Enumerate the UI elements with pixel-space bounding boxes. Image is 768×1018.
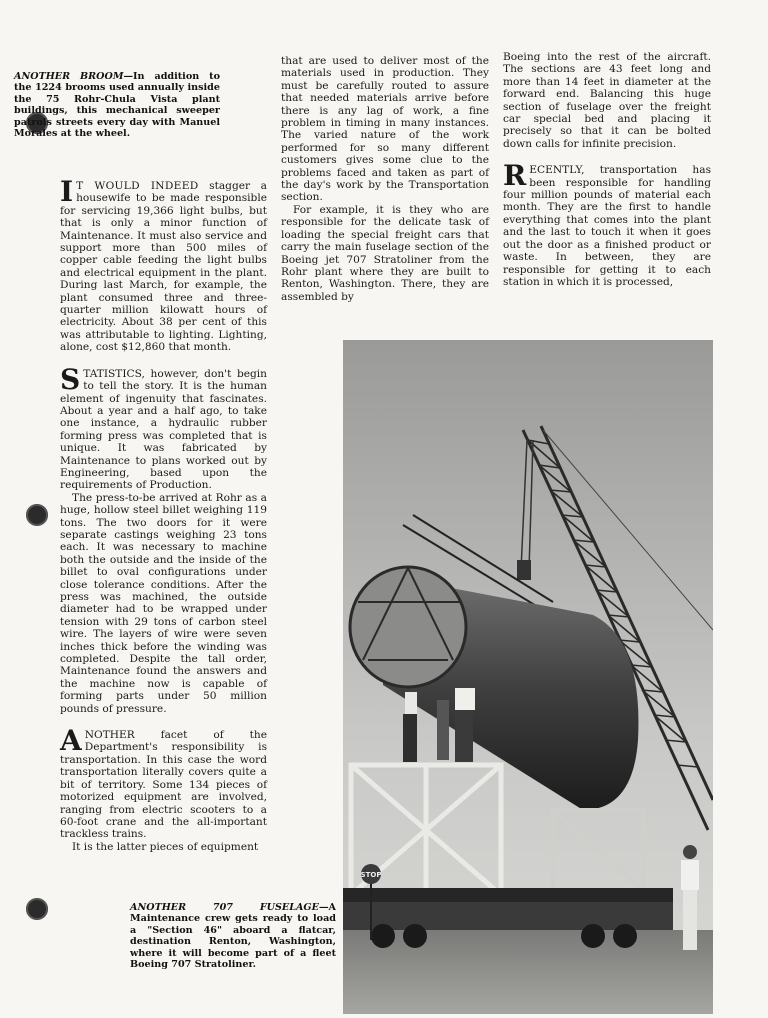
paragraph: For example, it is they who are responsible for the delicate task of loading the special freight cars that carry the main fuselage section of the Boeing jet 707 Stratoliner from the Rohr plant where they are built to Renton, Washington. There, they are assembled by [281,203,489,303]
paragraph: It is the latter pieces of equipment [72,840,259,853]
opening-words: T WOULD INDEED [76,180,199,192]
top-photo-caption [14,71,220,139]
caption-lead: ANOTHER 707 FUSELAGE— [130,902,329,913]
punch-hole [26,898,48,920]
bottom-photo-caption [130,902,336,970]
drop-cap: S [60,362,81,396]
caption-text: A Maintenance crew gets ready to load a "Section 46" aboard a flatcar, destination Renton, Washington, where it will become part of a fleet Boeing 707 Stratoliner. [130,902,336,971]
paragraph-text: ECENTLY, transportation has been responsible for handling four million pounds of material each month. They are the first to handle everything that comes into the plant and the last to touch it when it goes out the door as a finished product or waste. In between, they are responsible for getting it to each station in which it is processed, [503,164,711,288]
article-column-1 [60,175,267,853]
paragraph [503,159,711,288]
paragraph: Boeing into the rest of the aircraft. The sections are 43 feet long and more than 14 feet in diameter at the forward end. Balancing this huge section of fuselage over the freight car special bed and placing it precisely so that it can be bolted down calls for infinite precision. [503,51,711,150]
article-column-2 [281,55,489,303]
caption-text: In addition to the 1224 brooms used annually inside the 75 Rohr-Chula Vista plant buildings, this mechanical sweeper patrols streets every day with Manuel Morales at the wheel. [14,71,220,140]
paragraph-text: TATISTICS, however, don't begin to tell the story. It is the human element of ingenuity that fascinates. About a year and a half ago, to take one instance, a hydraulic rubber forming press was completed that is unique. It was fabricated by Maintenance to plans worked out by Engineering, based upon the requirements of Production. [60,367,267,492]
paragraph [60,175,267,354]
paragraph: The press-to-be arrived at Rohr as a huge, hollow steel billet weighing 119 tons. The two doors for it were separate castings weighing 23 tons each. It was necessary to machine both the outside and the inside of the billet to oval configurations under close tolerance conditions. After the press was machined, the outside diameter had to be wrapped under tension with 29 tons of carbon steel wire. The layers of wire were seven inches thick before the winding was completed. Despite the tall order, Maintenance found the answers and the machine now is capable of forming parts under 50 million pounds of pressure. [60,491,267,715]
paragraph-text: stagger a housewife to be made responsible for servicing 19,366 light bulbs, but that is only a minor function of Maintenance. It must also service and support more than 500 miles of copper cable feeding the light bulbs and electrical equipment in the plant. During last March, for example, the plant consumed three and three-quarter million kilowatt hours of electricity. About 38 per cent of this was attributable to lighting. Lighting, alone, cost $12,860 that month. [60,180,267,354]
paragraph [60,724,267,841]
fuselage-photo [343,340,713,1014]
drop-cap: R [503,159,527,193]
article-column-3 [503,51,711,288]
caption-lead: ANOTHER BROOM— [14,71,134,82]
paragraph [60,362,267,492]
paragraph-text: NOTHER facet of the Department's responsibility is transportation. In this case the word transportation literally covers quite a bit of territory. Some 134 pieces of motorized equipment are involved, ranging from electric scooters to a 60-foot crane and the all-important trackless trains. [60,729,267,841]
stop-sign-text: STOP [360,871,382,879]
punch-hole [26,504,48,526]
paragraph: that are used to deliver most of the materials used in production. They must be carefully routed to assure that needed materials arrive before there is any lag of work, a fine problem in timing in many instances. The varied nature of the work performed for so many different customers gives some clue to the problems faced and taken as part of the day's work by the Transportation section. [281,55,489,204]
photo-fuselage-crane-icon [343,340,713,1014]
drop-cap: I [60,175,74,208]
drop-cap: A [60,724,82,758]
